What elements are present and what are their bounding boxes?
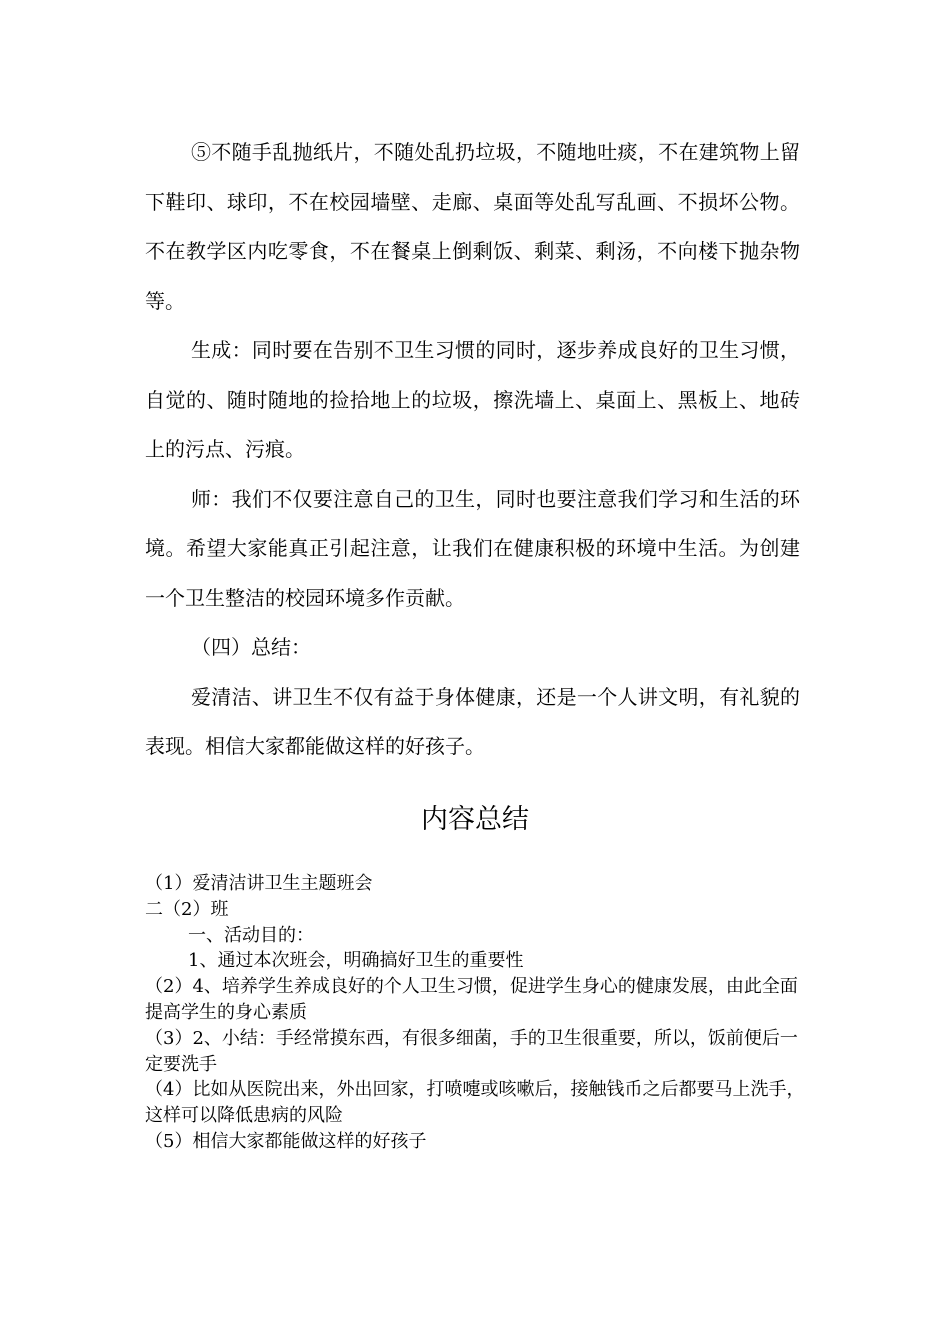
paragraph-conclusion-heading: （四）总结： xyxy=(191,635,311,659)
summary-line: 二（2）班 xyxy=(145,898,229,920)
paragraph-hygiene-rules: ⑤不随手乱抛纸片，不随处乱扔垃圾，不随地吐痰，不在建筑物上留下鞋印、球印，不在校园墙壁、走廊、桌面等处乱写乱画、不损坏公物。不在教学区内吃零食，不在餐桌上倒剩饭、剩菜、剩汤，不向楼下抛杂物等。 xyxy=(145,140,800,313)
summary-line: （1）爱清洁讲卫生主题班会 xyxy=(145,873,373,894)
summary-line: （4）比如从医院出来，外出回家，打喷嚏或咳嗽后，接触钱币之后都要马上洗手，这样可以降低患病的风险 xyxy=(145,1079,805,1127)
paragraph-teacher-remarks: 师：我们不仅要注意自己的卫生，同时也要注意我们学习和生活的环境。希望大家能真正引起注意，让我们在健康积极的环境中生活。为创建一个卫生整洁的校园环境多作贡献。 xyxy=(145,486,800,610)
main-body-text xyxy=(145,128,800,772)
paragraph-student-response: 生成：同时要在告别不卫生习惯的同时，逐步养成良好的卫生习惯，自觉的、随时随地的捡拾地上的垃圾，擦洗墙上、桌面上、黑板上、地砖上的污点、污痕。 xyxy=(145,338,800,461)
summary-title: 内容总结 xyxy=(421,804,529,835)
summary-line: （3）2、小结：手经常摸东西，有很多细菌，手的卫生很重要，所以，饭前便后一定要洗手 xyxy=(145,1027,798,1075)
summary-list xyxy=(145,871,805,1155)
summary-line: （2）4、培养学生养成良好的个人卫生习惯，促进学生身心的健康发展，由此全面提高学生的身心素质 xyxy=(145,976,798,1023)
summary-line: 1、通过本次班会，明确搞好卫生的重要性 xyxy=(188,950,524,972)
summary-line: 一、活动目的： xyxy=(188,924,314,946)
paragraph-conclusion: 爱清洁、讲卫生不仅有益于身体健康，还是一个人讲文明，有礼貌的表现。相信大家都能做这样的好孩子。 xyxy=(145,684,800,758)
summary-line: （5）相信大家都能做这样的好孩子 xyxy=(145,1130,427,1152)
